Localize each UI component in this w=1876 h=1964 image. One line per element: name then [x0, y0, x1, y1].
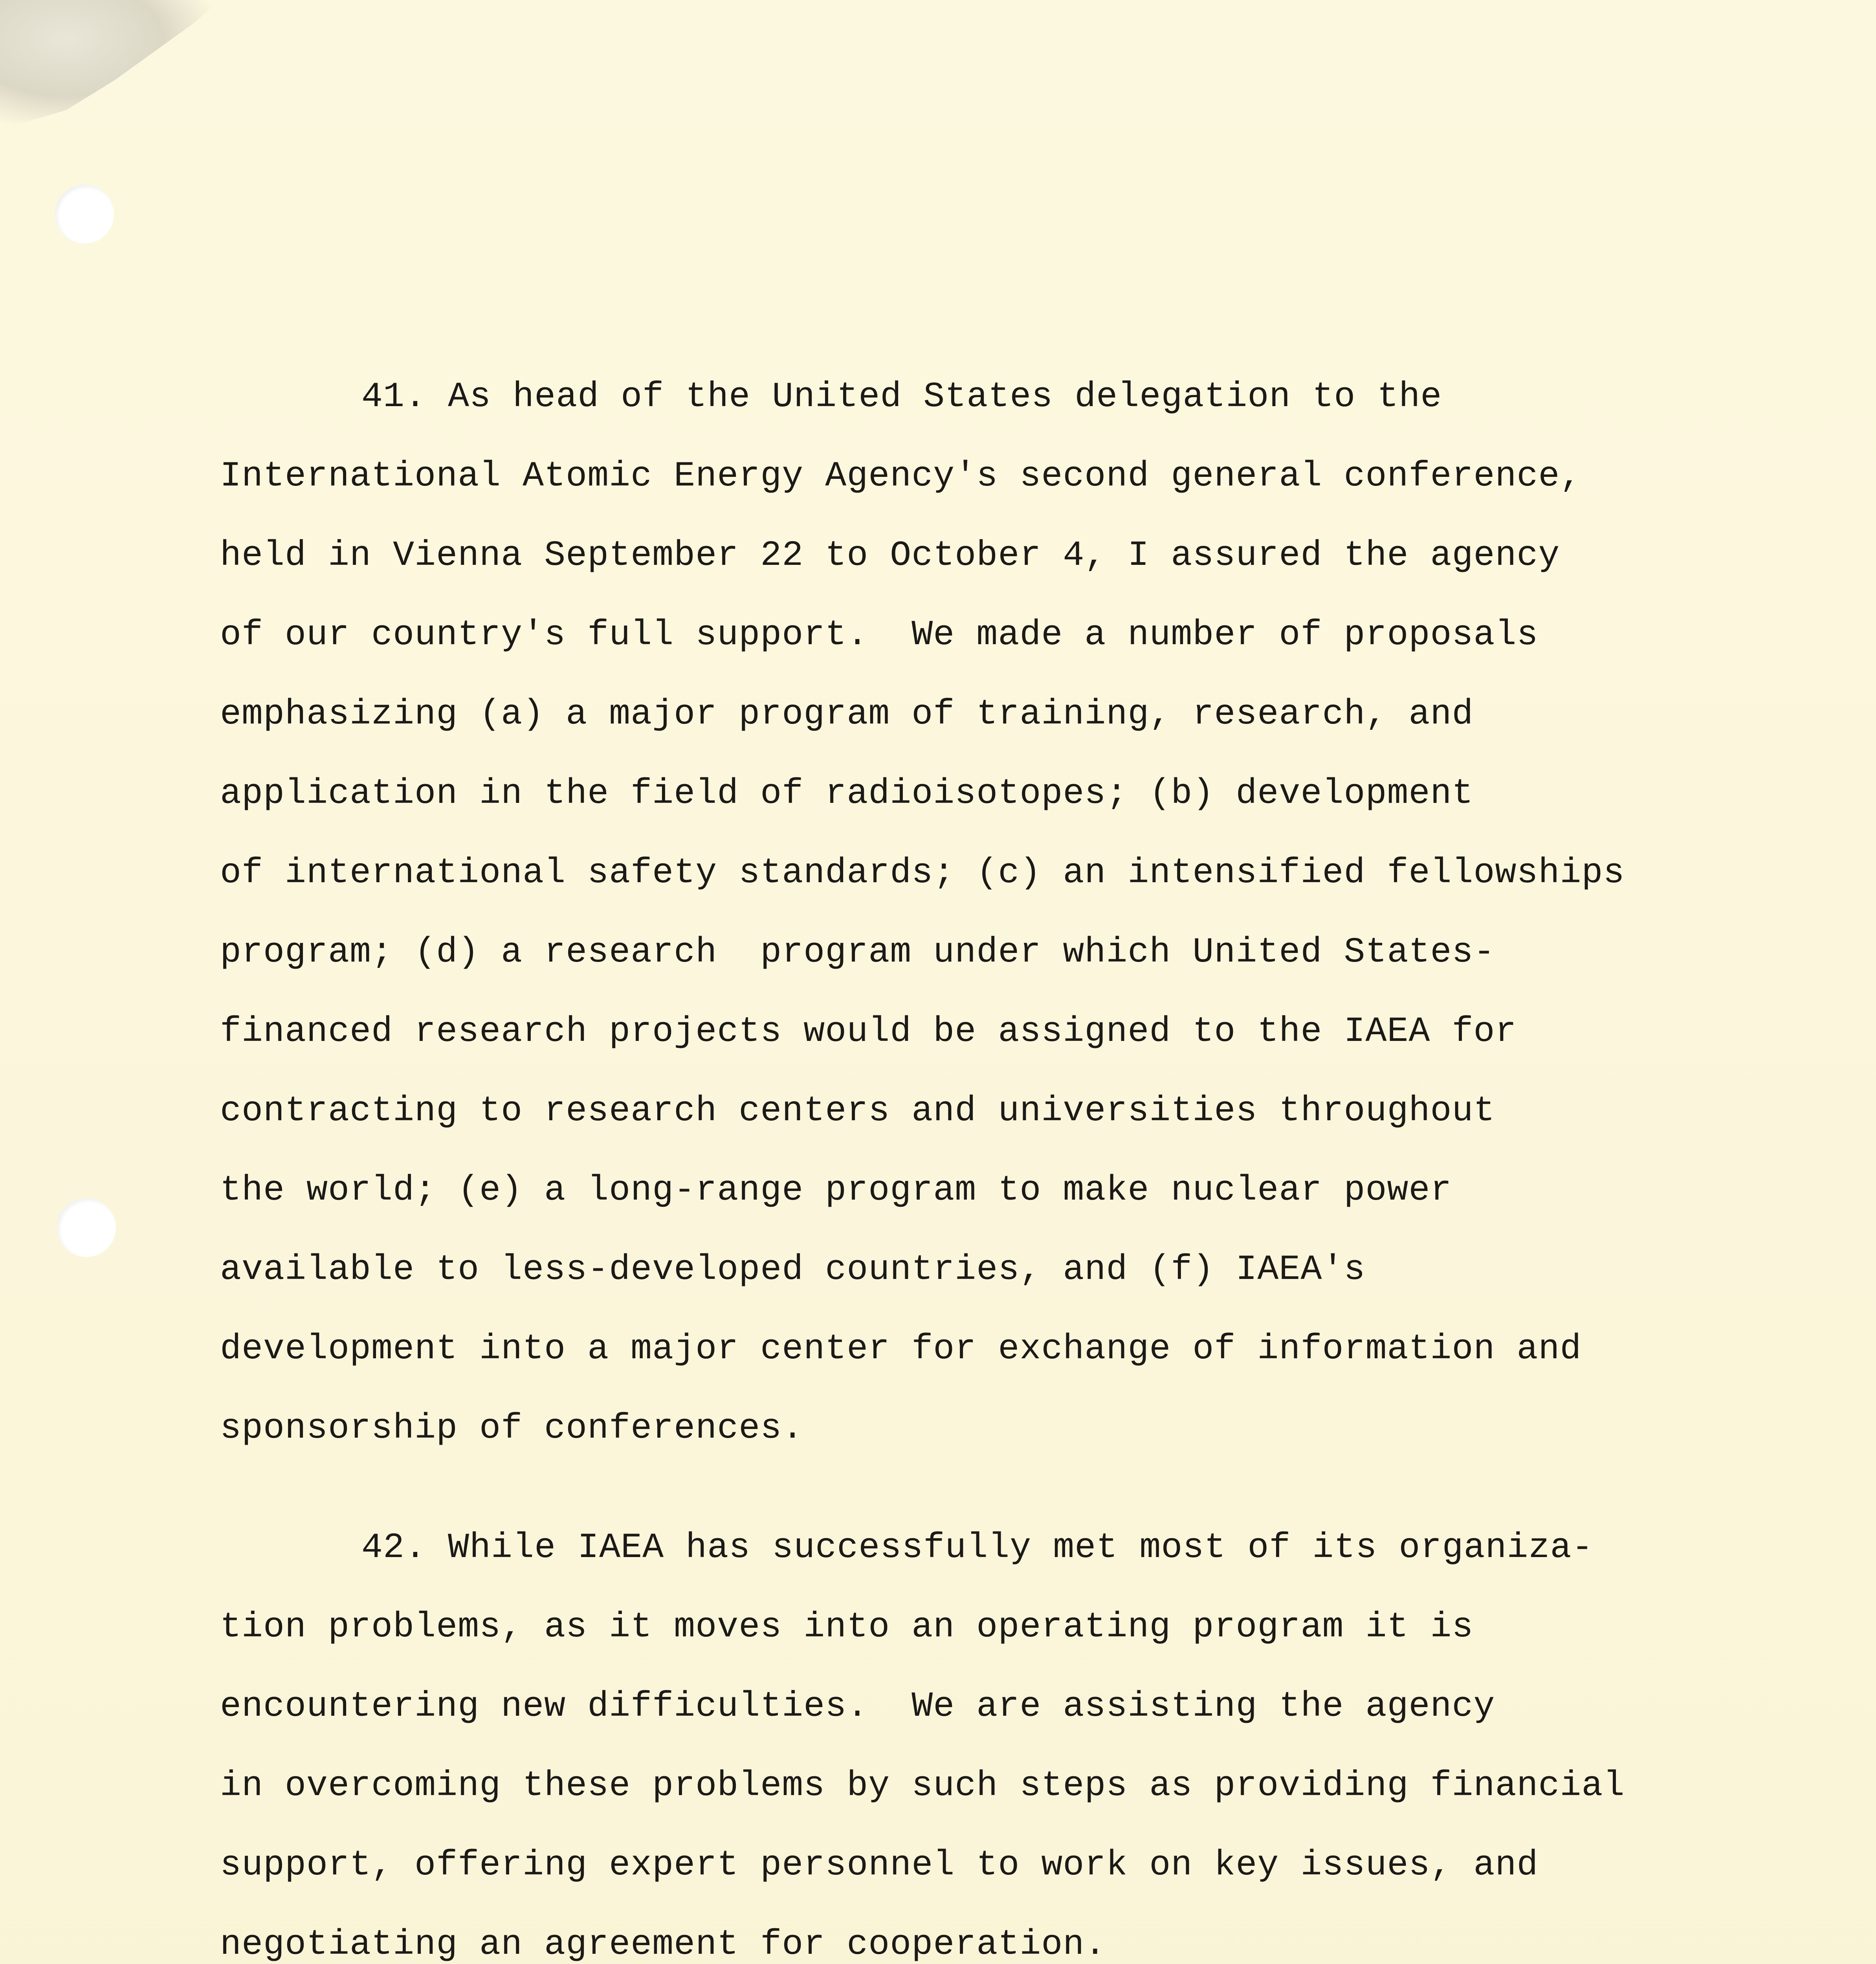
paragraph-line: financed research projects would be assigned to the IAEA for [220, 1012, 1517, 1052]
paragraph-line: the world; (e) a long-range program to make nuclear power [220, 1171, 1452, 1211]
torn-corner [0, 0, 220, 130]
paragraph-line: available to less-developed countries, and (f) IAEA's [220, 1250, 1366, 1290]
paragraph-line: sponsorship of conferences. [220, 1409, 804, 1449]
paragraph-line: application in the field of radioisotopes; (b) development [220, 774, 1474, 814]
punch-hole-top [55, 185, 114, 244]
paragraph-line: tion problems, as it moves into an operating program it is [220, 1607, 1474, 1647]
paragraph-line: contracting to research centers and universities throughout [220, 1091, 1495, 1131]
paragraph-line: negotiating an agreement for cooperation. [220, 1925, 1106, 1964]
punch-hole-middle [57, 1198, 116, 1257]
paragraph-line: support, offering expert personnel to work on key issues, and [220, 1845, 1539, 1885]
paragraph-line: development into a major center for exchange of information and [220, 1329, 1582, 1369]
paragraph-line: 41. As head of the United States delegation to the [361, 377, 1442, 417]
paragraph-line: program; (d) a research program under which United States- [220, 933, 1495, 973]
paragraph-42 [220, 1508, 1784, 1964]
paragraph-line: 42. While IAEA has successfully met most of its organiza- [361, 1528, 1594, 1568]
paragraph-line: International Atomic Energy Agency's second general conference, [220, 456, 1582, 496]
paragraph-line: of international safety standards; (c) an intensified fellowships [220, 853, 1625, 893]
paragraph-line: emphasizing (a) a major program of training, research, and [220, 694, 1474, 735]
paragraph-line: of our country's full support. We made a number of proposals [220, 615, 1539, 655]
paragraph-line: held in Vienna September 22 to October 4, I assured the agency [220, 536, 1560, 576]
paragraph-line: encountering new difficulties. We are assisting the agency [220, 1687, 1495, 1727]
paragraph-line: in overcoming these problems by such steps as providing financial [220, 1766, 1625, 1806]
paragraph-41 [220, 357, 1784, 1468]
